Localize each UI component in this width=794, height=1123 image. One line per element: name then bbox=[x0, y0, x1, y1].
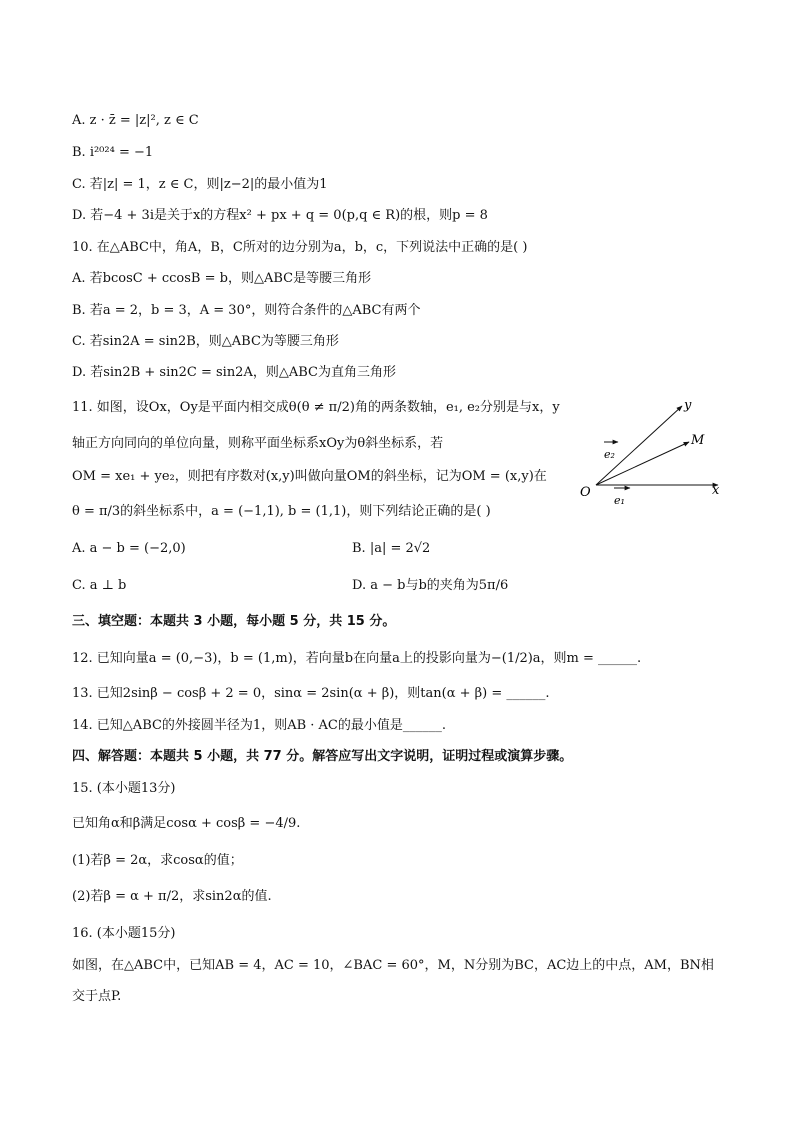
oblique-coordinate-figure bbox=[574, 396, 754, 511]
q9-option-d: D. 若−4 + 3i是关于x的方程x² + px + q = 0(p,q ∈ R)的根，则p = 8 bbox=[72, 208, 488, 223]
label-m: M bbox=[691, 433, 705, 448]
q11-stem-line-3: OM = xe₁ + ye₂，则把有序数对(x,y)叫做向量OM的斜坐标，记为OM = (x,y)在 bbox=[72, 469, 547, 484]
q11-stem-line-4: θ = π/3的斜坐标系中，a = (−1,1), b = (1,1)，则下列结论正确的是( ) bbox=[72, 504, 491, 519]
q16-stem-line-2: 交于点P. bbox=[72, 989, 122, 1004]
section-4-heading: 四、解答题：本题共 5 小题，共 77 分。解答应写出文字说明，证明过程或演算步骤。 bbox=[72, 749, 573, 764]
label-e1: e₁ bbox=[614, 494, 625, 507]
q15-part-1: (1)若β = 2α，求cosα的值； bbox=[72, 853, 243, 868]
q15-part-2: (2)若β = α + π/2，求sin2α的值. bbox=[72, 889, 272, 904]
q11-stem-line-2: 轴正方向同向的单位向量，则称平面坐标系xOy为θ斜坐标系，若 bbox=[72, 436, 444, 451]
q9-option-b: B. i²⁰²⁴ = −1 bbox=[72, 145, 154, 160]
q10-option-a: A. 若bcosC + ccosB = b，则△ABC是等腰三角形 bbox=[72, 271, 372, 286]
q9-option-c: C. 若|z| = 1，z ∈ C，则|z−2|的最小值为1 bbox=[72, 177, 328, 192]
label-y: y bbox=[684, 398, 692, 413]
q12-stem: 12. 已知向量a = (0,−3)，b = (1,m)，若向量b在向量a上的投影向量为−(1/2)a，则m = ______. bbox=[72, 651, 642, 666]
section-3-heading: 三、填空题：本题共 3 小题，每小题 5 分，共 15 分。 bbox=[72, 614, 396, 629]
label-e2: e₂ bbox=[604, 448, 615, 461]
q14-stem: 14. 已知△ABC的外接圆半径为1，则AB · AC的最小值是______. bbox=[72, 718, 447, 733]
q10-stem: 10. 在△ABC中，角A，B，C所对的边分别为a，b，c，下列说法中正确的是( ) bbox=[72, 240, 528, 255]
label-o: O bbox=[580, 485, 591, 500]
q11-option-a: A. a − b = (−2,0) bbox=[72, 541, 186, 556]
q11-stem-line-1: 11. 如图，设Ox，Oy是平面内相交成θ(θ ≠ π/2)角的两条数轴，e₁, e₂分别是与x，y bbox=[72, 400, 560, 415]
q13-stem: 13. 已知2sinβ − cosβ + 2 = 0，sinα = 2sin(α + β)，则tan(α + β) = ______. bbox=[72, 686, 550, 701]
q16-heading: 16. (本小题15分) bbox=[72, 926, 176, 941]
q16-stem-line-1: 如图，在△ABC中，已知AB = 4，AC = 10，∠BAC = 60°，M，N分别为BC，AC边上的中点，AM，BN相 bbox=[72, 958, 714, 973]
q15-stem: 已知角α和β满足cosα + cosβ = −4/9. bbox=[72, 816, 301, 831]
q10-option-d: D. 若sin2B + sin2C = sin2A，则△ABC为直角三角形 bbox=[72, 365, 396, 380]
q10-option-b: B. 若a = 2，b = 3，A = 30°，则符合条件的△ABC有两个 bbox=[72, 303, 421, 318]
q11-option-c: C. a ⊥ b bbox=[72, 578, 127, 593]
q11-option-d: D. a − b与b的夹角为5π/6 bbox=[352, 578, 509, 593]
q11-option-b: B. |a| = 2√2 bbox=[352, 541, 431, 556]
y-axis bbox=[596, 406, 682, 485]
q15-heading: 15. (本小题13分) bbox=[72, 781, 176, 796]
label-x: x bbox=[712, 483, 720, 498]
q10-option-c: C. 若sin2A = sin2B，则△ABC为等腰三角形 bbox=[72, 334, 339, 349]
q9-option-a: A. z · z̄ = |z|², z ∈ C bbox=[72, 113, 199, 128]
